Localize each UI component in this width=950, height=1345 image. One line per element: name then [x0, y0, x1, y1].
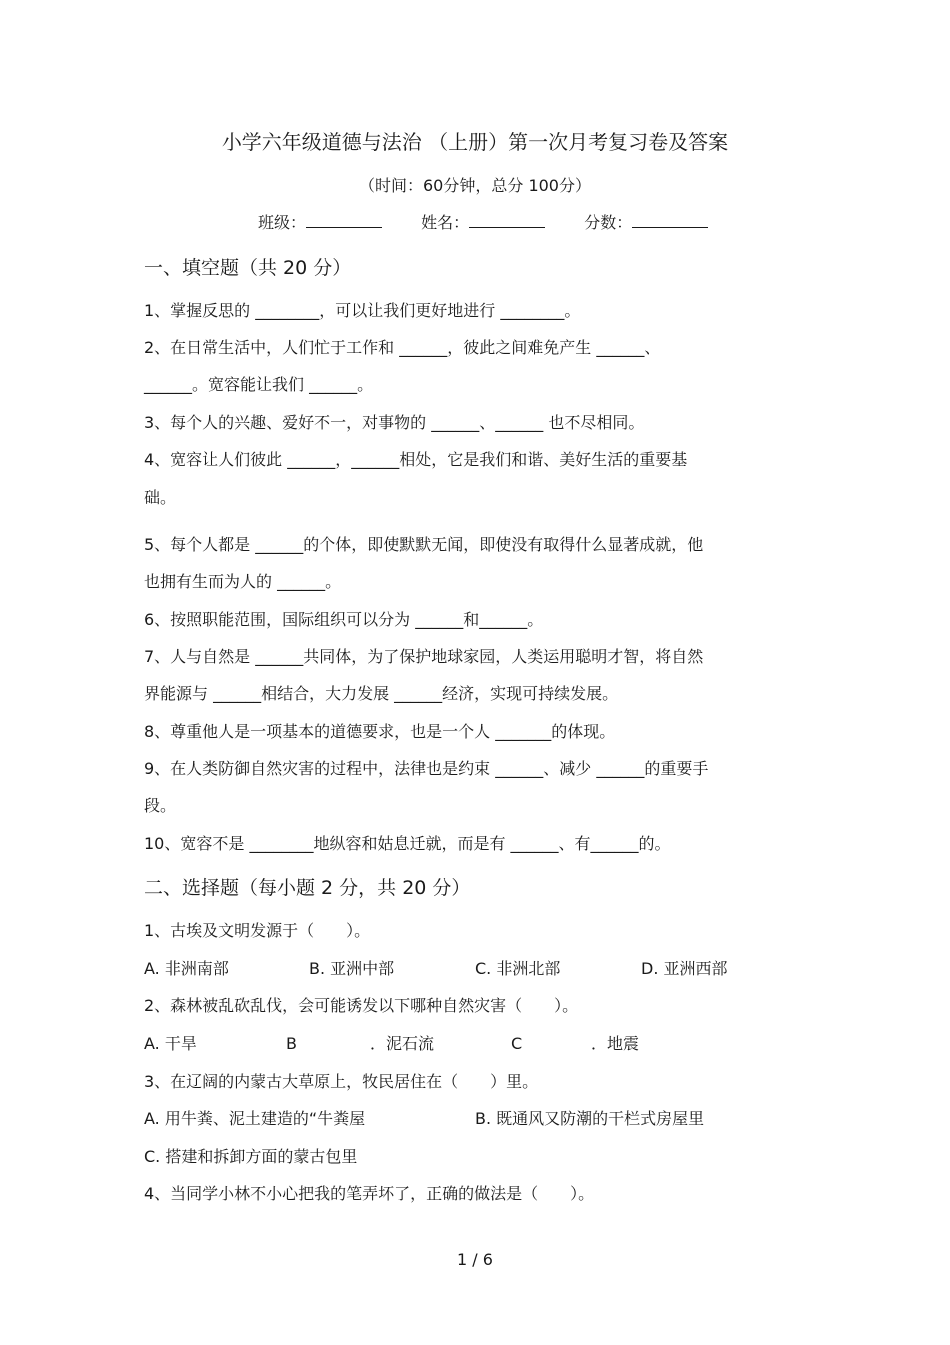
question-line: 4、宽容让人们彼此 ______，______相处，它是我们和谐、美好生活的重要基: [144, 450, 688, 469]
q2-option-c-text: ．地震: [591, 1034, 640, 1053]
question-line: 也拥有生而为人的 ______。: [144, 572, 342, 591]
name-blank: [469, 211, 545, 228]
q2-option-b-text: ．泥石流: [370, 1034, 435, 1053]
question-line: 9、在人类防御自然灾害的过程中，法律也是约束 ______、减少 ______的重要手: [144, 759, 709, 778]
question-line: 段。: [144, 796, 177, 815]
student-info-row: [258, 211, 742, 235]
question-line: 2、在日常生活中，人们忙于工作和 ______，彼此之间难免产生 ______、: [144, 338, 661, 357]
score-field: [584, 211, 708, 235]
question-line: 础。: [144, 488, 177, 507]
question-3: 3、在辽阔的内蒙古大草原上，牧民居住在（ ）里。: [144, 1072, 539, 1091]
question-line: 8、尊重他人是一项基本的道德要求，也是一个人 _______的体现。: [144, 722, 616, 741]
score-blank: [632, 211, 708, 228]
question-line: 7、人与自然是 ______共同体，为了保护地球家园，人类运用聪明才智，将自然: [144, 647, 704, 666]
exam-time-info: （时间：60分钟，总分 100分）: [359, 176, 591, 195]
class-field: [258, 211, 382, 235]
name-label: 姓名：: [421, 213, 470, 232]
q1-option-d: D. 亚洲西部: [641, 959, 728, 978]
question-line: ______。宽容能让我们 ______。: [144, 375, 374, 394]
name-field: [421, 211, 545, 235]
question-4: 4、当同学小林不小心把我的笔弄坏了，正确的做法是（ ）。: [144, 1184, 595, 1203]
class-blank: [306, 211, 382, 228]
class-label: 班级：: [258, 213, 307, 232]
section-heading-fill-blank: 一、填空题（共 20 分）: [144, 257, 352, 279]
question-line: 1、掌握反思的 ________，可以让我们更好地进行 ________。: [144, 301, 581, 320]
q3-option-a: A. 用牛粪、泥土建造的“牛粪屋: [144, 1109, 366, 1128]
q2-option-a: A. 干旱: [144, 1034, 197, 1053]
page-number: 1 / 6: [457, 1250, 493, 1269]
q2-option-b-letter: B: [286, 1034, 297, 1053]
question-line: 10、宽容不是 ________地纵容和姑息迁就，而是有 ______、有______的。: [144, 834, 671, 853]
q2-option-c-letter: C: [511, 1034, 523, 1053]
section-heading-choice: 二、选择题（每小题 2 分，共 20 分）: [144, 877, 471, 899]
question-line: 6、按照职能范围，国际组织可以分为 ______和______。: [144, 610, 544, 629]
question-line: 3、每个人的兴趣、爱好不一，对事物的 ______、______ 也不尽相同。: [144, 413, 645, 432]
question-line: 界能源与 ______相结合，大力发展 ______经济，实现可持续发展。: [144, 684, 619, 703]
question-1: 1、古埃及文明发源于（ ）。: [144, 921, 371, 940]
question-2: 2、森林被乱砍乱伐，会可能诱发以下哪种自然灾害（ ）。: [144, 996, 579, 1015]
score-label: 分数：: [584, 213, 633, 232]
q1-option-b: B. 亚洲中部: [309, 959, 395, 978]
page-title: 小学六年级道德与法治 （上册）第一次月考复习卷及答案: [221, 130, 729, 154]
question-line: 5、每个人都是 ______的个体，即使默默无闻，即使没有取得什么显著成就，他: [144, 535, 704, 554]
q3-option-c: C. 搭建和拆卸方面的蒙古包里: [144, 1147, 358, 1166]
q1-option-a: A. 非洲南部: [144, 959, 229, 978]
q1-option-c: C. 非洲北部: [475, 959, 561, 978]
q3-option-b: B. 既通风又防潮的干栏式房屋里: [475, 1109, 705, 1128]
